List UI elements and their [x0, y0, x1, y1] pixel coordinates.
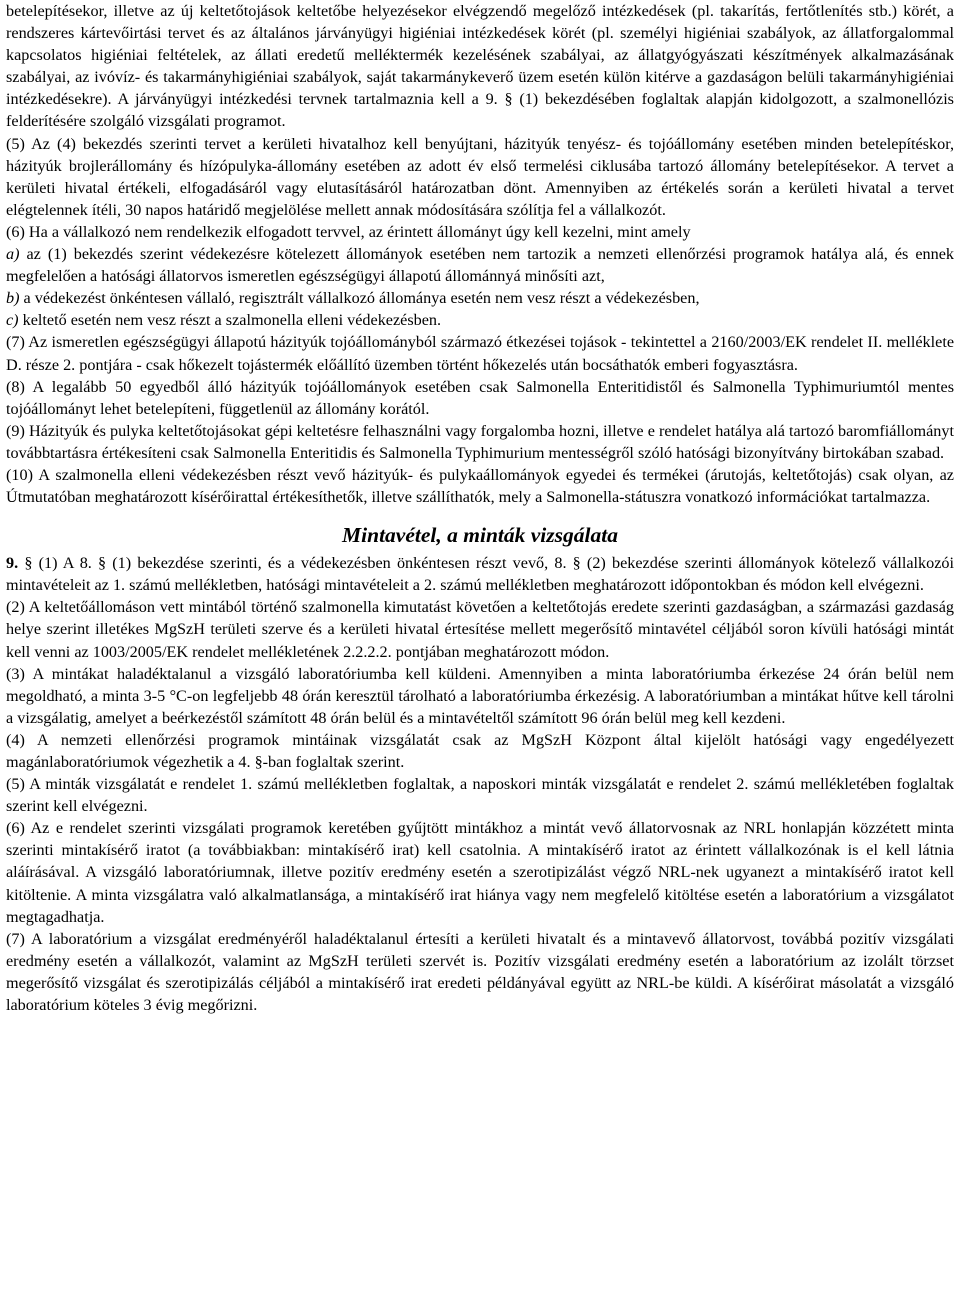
paragraph-continuation: betelepítésekor, illetve az új keltetőtojások keltetőbe helyezésekor elvégzendő megelőző intézkedések (pl. takarítás, fertőtlenítés stb.) körét, a rendszeres kártevőirtási tervet és az általános járványügyi higiéniai intézkedések körét (pl. személyi higiéniai szabályok, az állatforgalommal kapcsolatos higiéniai feltételek, az állati eredetű melléktermék kezelésének szabályai, az állatgyógyászati készítmények alkalmazásának szabályai, az ivóvíz- és takarmányhigiéniai szabályok, saját takarmánykeverő üzem esetén külön kitérve a gazdaságon belüli takarmányhigiéniai intézkedésekre). A járványügyi intézkedési tervnek tartalmaznia kell a 9. § (1) bekezdésében foglaltak alapján kidolgozott, a szalmonellózis felderítésére szolgáló vizsgálati programot.: [6, 2, 954, 131]
section2-paragraph-5: (5) A minták vizsgálatát e rendelet 1. számú mellékletben foglaltak, a naposkori minták vizsgálatát e rendelet 2. számú mellékletében foglaltak szerint kell elvégezni.: [6, 775, 954, 816]
section2-paragraph-2: (2) A keltetőállomáson vett mintából történő szalmonella kimutatást követően a keltetőtojás eredete szerinti gazdaságban, a származási gazdaság helye szerint illetékes MgSzH területi szerve és a kerületi hivatal értesítése mellett megerősítő mintavétel céljából soron kívüli hatósági mintát kell venni az 1003/2005/EK rendelet mellékletének 2.2.2.2. pontjában meghatározott módon.: [6, 598, 954, 661]
section2-paragraph-3: (3) A mintákat haladéktalanul a vizsgáló laboratóriumba kell küldeni. Amennyiben a minta laboratóriumba érkezése 24 órán belül nem megoldható, a minta 3-5 °C-on legfeljebb 48 órán keresztül tárolható a laboratóriumba érkezésig. A laboratóriumban a mintákat hűtve kell tárolni a vizsgálatig, amelyet a beérkezéstől számított 48 órán belül és a mintavételtől számított 96 órán belül meg kell kezdeni.: [6, 664, 954, 727]
paragraph-7: (7) Az ismeretlen egészségügyi állapotú házityúk tojóállományból származó étkezései tojások - tekintettel a 2160/2003/EK rendelet II. melléklete D. része 2. pontjára - csak hőkezelt tojástermék előállító üzemben történt hőkezelés után bocsáthatók emberi fogyasztásra.: [6, 333, 954, 374]
item-label-c: c): [6, 311, 19, 330]
paragraph-6-item-c: [6, 309, 954, 331]
section2-paragraph-6: (6) Az e rendelet szerinti vizsgálati programok keretében gyűjtött mintákhoz a mintát vevő állatorvosnak az NRL honlapján közzétett minta szerinti mintakísérő iratot (a továbbiakban: mintakísérő irat) kell csatolnia. A mintakísérő iratot az érintett vállalkozónak is el kell látnia aláírásával. A vizsgáló laboratóriumnak, illetve pozitív eredmény esetén a szerotipizálást végző NRL-nek ugyanezt a mintakísérő iratot kell kitöltenie. A minta vizsgálatra való alkalmatlansága, a mintakísérő irat hiánya vagy nem megfelelő kitöltése esetén a laboratórium a vizsgálatot megtagadhatja.: [6, 819, 954, 926]
paragraph-8: (8) A legalább 50 egyedből álló házityúk tojóállományok esetében csak Salmonella Enteritidistől és Salmonella Typhimuriumtól mentes tojóállományt lehet betelepíteni, függetlenül az állomány korától.: [6, 377, 954, 418]
item-text-c: keltető esetén nem vesz részt a szalmonella elleni védekezésben.: [18, 311, 442, 330]
section-number: 9.: [6, 554, 19, 573]
section-heading: Mintavétel, a minták vizsgálata: [342, 523, 618, 548]
item-label-a: a): [6, 245, 20, 264]
item-text-a: az (1) bekezdés szerint védekezésre kötelezett állományok esetében nem tartozik a nemzeti ellenőrzési programok hatálya alá, és ennek megfelelően a hatósági állatorvos ismeretlen egészségügyi állapotú állománnyá minősíti azt,: [6, 245, 954, 286]
paragraph-6-intro: (6) Ha a vállalkozó nem rendelkezik elfogadott tervvel, az érintett állományt úgy kell kezelni, mint amely: [6, 222, 691, 241]
item-label-b: b): [6, 289, 20, 308]
paragraph-9: (9) Házityúk és pulyka keltetőtojásokat gépi keltetésre felhasználni vagy forgalomba hozni, illetve e rendelet hatálya alá tartozó baromfiállományt továbbtartásra értékesíteni csak Salmonella Enteritidis és Salmonella Typhimurium mentességről szóló hatósági bizonyítvány birtokában szabad.: [6, 421, 954, 462]
section2-paragraph-4: (4) A nemzeti ellenőrzési programok mintáinak vizsgálatát csak az MgSzH Központ által kijelölt hatósági vagy engedélyezett magánlaboratóriumok végezhetik a 4. §-ban foglaltak szerint.: [6, 730, 954, 771]
item-text-b: a védekezést önkéntesen vállaló, regisztrált vállalkozó állománya esetén nem vesz részt a védekezésben,: [19, 289, 700, 308]
section2-paragraph-1: [6, 552, 954, 596]
document-page: [6, 0, 954, 1016]
section2-paragraph-7: (7) A laboratórium a vizsgálat eredményéről haladéktalanul értesíti a kerületi hivatalt és a mintavevő állatorvost, továbbá pozitív vizsgálati eredmény esetén a vállalkozót, valamint az MgSzH területi szervét is. Pozitív vizsgálati eredmény esetén a laboratórium az izolált törzset megerősítő vizsgálat és szerotipizálás céljából a mintakísérő irat eredeti példányával együtt az NRL-be küldi. A kísérőirat másolatát a vizsgáló laboratórium köteles 3 évig megőrizni.: [6, 929, 954, 1015]
paragraph-6-item-b: [6, 287, 954, 309]
paragraph-10: (10) A szalmonella elleni védekezésben részt vevő házityúk- és pulykaállományok egyedei és termékei (árutojás, keltetőtojás) csak olyan, az Útmutatóban meghatározott kísérőirattal értékesíthetők, illetve szállíthatók, mely a Salmonella-státuszra vonatkozó információkat tartalmazza.: [6, 465, 954, 507]
paragraph-6-item-a: [6, 243, 954, 287]
section2-paragraph-1-text: § (1) A 8. § (1) bekezdése szerinti, és a védekezésben önkéntesen részt vevő, 8. § (2) bekezdése szerinti állományok kötelező vállalkozói mintavételeit az 1. számú mellékletben, hatósági mintavételeit a 2. számú mellékletben meghatározott időpontokban és módon kell elvégezni.: [6, 554, 954, 595]
paragraph-5: (5) Az (4) bekezdés szerinti tervet a kerületi hivatalhoz kell benyújtani, házityúk tenyész- és tojóállomány esetében minden betelepítéskor, házityúk brojlerállomány és hízópulyka-állomány esetében az adott év első termelési ciklusába tartozó állomány betelepítésekor. A tervet a kerületi hivatal értékeli, elfogadásáról vagy elutasításáról határozatban dönt. Amennyiben az értékelés során a kerületi hivatal a tervet elégtelennek ítéli, 30 napos határidő megjelölése mellett annak módosítására szólítja fel a vállalkozót.: [6, 134, 954, 219]
